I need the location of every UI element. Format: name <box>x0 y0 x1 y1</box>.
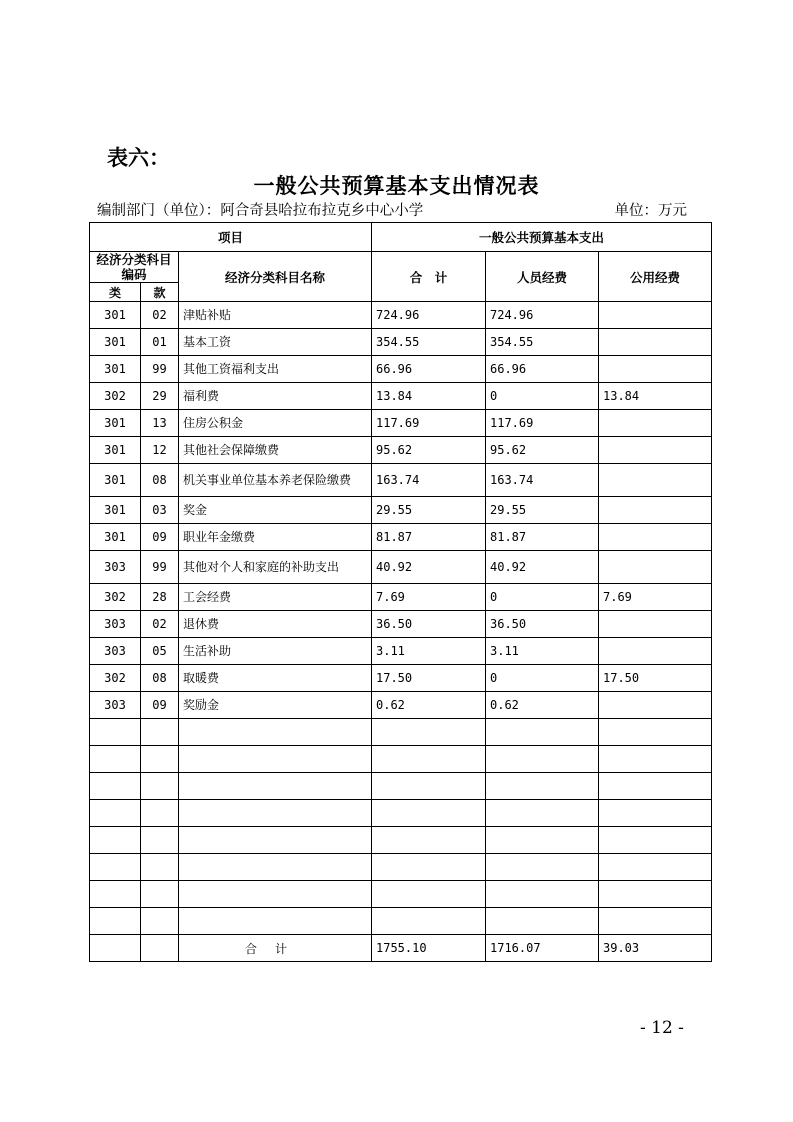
total-cell: 66.96 <box>372 356 486 383</box>
total-cell: 163.74 <box>372 464 486 497</box>
public-cell <box>599 464 712 497</box>
table-row <box>90 638 712 665</box>
total-cell: 117.69 <box>372 410 486 437</box>
header-item: 项目 <box>90 223 372 252</box>
empty-cell <box>141 908 179 935</box>
public-cell <box>599 329 712 356</box>
empty-cell <box>90 773 141 800</box>
personnel-cell: 3.11 <box>486 638 599 665</box>
public-cell <box>599 524 712 551</box>
table-row <box>90 497 712 524</box>
class-code-cell: 302 <box>90 383 141 410</box>
empty-row <box>90 827 712 854</box>
empty-cell <box>599 746 712 773</box>
class-code-cell: 301 <box>90 356 141 383</box>
section-code-cell: 09 <box>141 692 179 719</box>
total-cell: 36.50 <box>372 611 486 638</box>
class-code-cell: 301 <box>90 302 141 329</box>
item-name-cell: 职业年金缴费 <box>179 524 372 551</box>
total-cell: 724.96 <box>372 302 486 329</box>
public-cell <box>599 692 712 719</box>
section-code-cell: 28 <box>141 584 179 611</box>
public-cell <box>599 356 712 383</box>
empty-row <box>90 800 712 827</box>
empty-cell <box>486 854 599 881</box>
total-cell: 7.69 <box>372 584 486 611</box>
empty-cell <box>141 881 179 908</box>
header-name: 经济分类科目名称 <box>179 252 372 302</box>
page-title: 一般公共预算基本支出情况表 <box>253 173 540 198</box>
header-total: 合 计 <box>372 252 486 302</box>
header-row-1 <box>90 223 712 252</box>
personnel-cell: 66.96 <box>486 356 599 383</box>
empty-cell <box>141 746 179 773</box>
table-row <box>90 383 712 410</box>
item-name-cell: 奖励金 <box>179 692 372 719</box>
empty-cell <box>486 800 599 827</box>
empty-cell <box>90 935 141 962</box>
totals-label: 合计 <box>179 935 372 962</box>
empty-row <box>90 854 712 881</box>
class-code-cell: 302 <box>90 665 141 692</box>
total-cell: 13.84 <box>372 383 486 410</box>
empty-cell <box>90 908 141 935</box>
table-row <box>90 551 712 584</box>
table-body <box>90 302 712 962</box>
table-row <box>90 692 712 719</box>
section-code-cell: 02 <box>141 611 179 638</box>
empty-cell <box>486 773 599 800</box>
empty-cell <box>486 719 599 746</box>
personnel-cell: 0.62 <box>486 692 599 719</box>
class-code-cell: 303 <box>90 638 141 665</box>
empty-cell <box>372 746 486 773</box>
empty-cell <box>599 881 712 908</box>
header-section: 款 <box>141 283 179 302</box>
empty-row <box>90 746 712 773</box>
meta-line <box>97 199 687 219</box>
table-row <box>90 410 712 437</box>
unit-label: 单位：万元 <box>614 203 687 219</box>
section-code-cell: 02 <box>141 302 179 329</box>
empty-cell <box>141 935 179 962</box>
item-name-cell: 机关事业单位基本养老保险缴费 <box>179 464 372 497</box>
total-cell: 3.11 <box>372 638 486 665</box>
empty-cell <box>90 746 141 773</box>
public-cell <box>599 551 712 584</box>
public-total-cell: 39.03 <box>599 935 712 962</box>
item-name-cell: 奖金 <box>179 497 372 524</box>
personnel-cell: 0 <box>486 665 599 692</box>
item-name-cell: 退休费 <box>179 611 372 638</box>
total-cell: 40.92 <box>372 551 486 584</box>
header-expenditure: 一般公共预算基本支出 <box>372 223 712 252</box>
prepared-by: 编制部门（单位）：阿合奇县哈拉布拉克乡中心小学 <box>97 203 424 219</box>
public-cell <box>599 410 712 437</box>
empty-cell <box>90 719 141 746</box>
class-code-cell: 301 <box>90 329 141 356</box>
item-name-cell: 津贴补贴 <box>179 302 372 329</box>
empty-cell <box>372 854 486 881</box>
empty-cell <box>486 881 599 908</box>
header-personnel: 人员经费 <box>486 252 599 302</box>
header-public: 公用经费 <box>599 252 712 302</box>
empty-cell <box>372 827 486 854</box>
item-name-cell: 其他工资福利支出 <box>179 356 372 383</box>
empty-cell <box>599 854 712 881</box>
class-code-cell: 303 <box>90 551 141 584</box>
section-code-cell: 12 <box>141 437 179 464</box>
item-name-cell: 其他对个人和家庭的补助支出 <box>179 551 372 584</box>
item-name-cell: 福利费 <box>179 383 372 410</box>
personnel-cell: 81.87 <box>486 524 599 551</box>
total-cell: 354.55 <box>372 329 486 356</box>
public-cell: 13.84 <box>599 383 712 410</box>
item-name-cell: 生活补助 <box>179 638 372 665</box>
table-row <box>90 584 712 611</box>
public-cell: 7.69 <box>599 584 712 611</box>
empty-cell <box>179 719 372 746</box>
item-name-cell: 基本工资 <box>179 329 372 356</box>
empty-row <box>90 881 712 908</box>
table-row <box>90 611 712 638</box>
personnel-cell: 95.62 <box>486 437 599 464</box>
item-name-cell: 住房公积金 <box>179 410 372 437</box>
table-row <box>90 356 712 383</box>
header-class: 类 <box>90 283 141 302</box>
empty-cell <box>372 719 486 746</box>
empty-cell <box>486 827 599 854</box>
table-row <box>90 437 712 464</box>
empty-row <box>90 719 712 746</box>
personnel-cell: 163.74 <box>486 464 599 497</box>
personnel-cell: 29.55 <box>486 497 599 524</box>
empty-cell <box>90 881 141 908</box>
empty-cell <box>179 827 372 854</box>
item-name-cell: 工会经费 <box>179 584 372 611</box>
table-row <box>90 665 712 692</box>
table-row <box>90 524 712 551</box>
total-cell: 0.62 <box>372 692 486 719</box>
total-cell: 81.87 <box>372 524 486 551</box>
grand-total-cell: 1755.10 <box>372 935 486 962</box>
class-code-cell: 303 <box>90 611 141 638</box>
empty-cell <box>141 800 179 827</box>
empty-cell <box>141 719 179 746</box>
table-row <box>90 329 712 356</box>
item-name-cell: 取暖费 <box>179 665 372 692</box>
personnel-cell: 0 <box>486 383 599 410</box>
expenditure-table <box>89 222 712 962</box>
header-row-2 <box>90 252 712 283</box>
page-number: - 12 - <box>640 1018 684 1038</box>
header-code-group: 经济分类科目编码 <box>90 252 179 283</box>
personnel-cell: 36.50 <box>486 611 599 638</box>
personnel-cell: 724.96 <box>486 302 599 329</box>
empty-cell <box>599 773 712 800</box>
empty-cell <box>141 827 179 854</box>
total-cell: 17.50 <box>372 665 486 692</box>
section-code-cell: 05 <box>141 638 179 665</box>
empty-cell <box>90 800 141 827</box>
personnel-cell: 354.55 <box>486 329 599 356</box>
table-label: 表六： <box>107 145 170 170</box>
empty-cell <box>90 827 141 854</box>
class-code-cell: 302 <box>90 584 141 611</box>
section-code-cell: 13 <box>141 410 179 437</box>
class-code-cell: 301 <box>90 410 141 437</box>
empty-cell <box>372 881 486 908</box>
empty-cell <box>141 773 179 800</box>
empty-cell <box>90 854 141 881</box>
empty-cell <box>179 800 372 827</box>
total-cell: 95.62 <box>372 437 486 464</box>
empty-cell <box>372 773 486 800</box>
empty-cell <box>372 908 486 935</box>
empty-cell <box>599 719 712 746</box>
public-cell <box>599 302 712 329</box>
section-code-cell: 03 <box>141 497 179 524</box>
public-cell: 17.50 <box>599 665 712 692</box>
empty-cell <box>179 854 372 881</box>
section-code-cell: 99 <box>141 356 179 383</box>
table-row <box>90 302 712 329</box>
personnel-cell: 117.69 <box>486 410 599 437</box>
class-code-cell: 301 <box>90 464 141 497</box>
empty-cell <box>179 908 372 935</box>
class-code-cell: 301 <box>90 524 141 551</box>
totals-row <box>90 935 712 962</box>
class-code-cell: 301 <box>90 497 141 524</box>
table-row <box>90 464 712 497</box>
section-code-cell: 08 <box>141 464 179 497</box>
empty-row <box>90 908 712 935</box>
personnel-cell: 40.92 <box>486 551 599 584</box>
total-cell: 29.55 <box>372 497 486 524</box>
item-name-cell: 其他社会保障缴费 <box>179 437 372 464</box>
empty-cell <box>486 908 599 935</box>
empty-cell <box>179 746 372 773</box>
class-code-cell: 301 <box>90 437 141 464</box>
section-code-cell: 99 <box>141 551 179 584</box>
personnel-total-cell: 1716.07 <box>486 935 599 962</box>
empty-cell <box>599 800 712 827</box>
personnel-cell: 0 <box>486 584 599 611</box>
public-cell <box>599 611 712 638</box>
empty-cell <box>599 908 712 935</box>
empty-cell <box>372 800 486 827</box>
section-code-cell: 08 <box>141 665 179 692</box>
public-cell <box>599 638 712 665</box>
empty-cell <box>486 746 599 773</box>
empty-cell <box>599 827 712 854</box>
section-code-cell: 01 <box>141 329 179 356</box>
empty-cell <box>179 881 372 908</box>
public-cell <box>599 497 712 524</box>
class-code-cell: 303 <box>90 692 141 719</box>
section-code-cell: 29 <box>141 383 179 410</box>
public-cell <box>599 437 712 464</box>
section-code-cell: 09 <box>141 524 179 551</box>
empty-row <box>90 773 712 800</box>
empty-cell <box>141 854 179 881</box>
empty-cell <box>179 773 372 800</box>
